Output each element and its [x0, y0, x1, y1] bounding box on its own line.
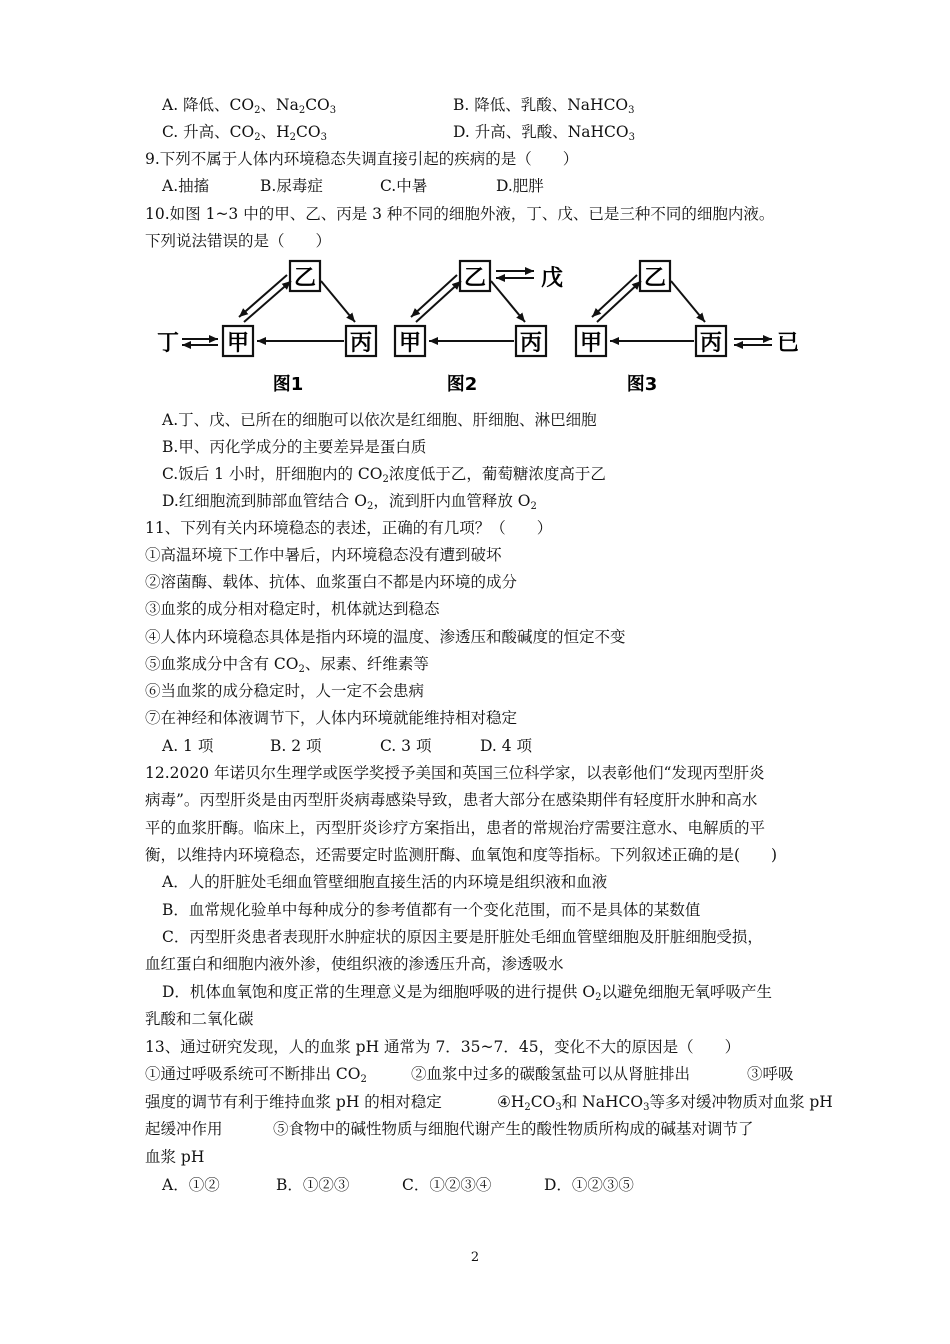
q12-option-d-line1[interactable]: D．机体血氧饱和度正常的生理意义是为细胞呼吸的进行提供 $O_2$以避免细胞无氧呼吸产生	[162, 983, 772, 1003]
q11-stem: 11、下列有关内环境稳态的表述，正确的有几项？（ ）	[145, 519, 553, 537]
fig1-label-ding: 丁	[156, 331, 180, 356]
fig1-arrow-jia-yi	[244, 281, 291, 322]
q13-options	[162, 1174, 634, 1196]
fig2-arrow-yi-jia	[411, 275, 457, 317]
q11-option-b[interactable]: B. 2 项	[270, 737, 322, 755]
q9-option-b[interactable]: B.尿毒症	[260, 177, 323, 195]
q12-stem-line2: 病毒”。丙型肝炎是由丙型肝炎病毒感染导致，患者大部分在感染期伴有轻度肝水肿和高水	[145, 791, 758, 809]
fig1-arrow-yi-bing	[321, 281, 355, 322]
q10-option-b[interactable]: B.甲、丙化学成分的主要差异是蛋白质	[162, 438, 427, 456]
q11-options	[162, 735, 532, 757]
q8-option-c[interactable]: C. 升高、$CO_2$、$H_2CO_3$	[162, 123, 327, 143]
fig3-caption: 图3	[626, 374, 658, 395]
fig3-label-ji: 已	[776, 331, 800, 356]
fig1-label-bing: 丙	[349, 331, 373, 356]
q12-stem-line1: 12.2020 年诺贝尔生理学或医学奖授予美国和英国三位科学家，以表彰他们“发现丙型肝炎	[145, 764, 765, 782]
fig2-arrow-yi-bing	[491, 281, 525, 322]
q12-stem-line3: 平的血浆肝酶。临床上，丙型肝炎诊疗方案指出，患者的常规治疗需要注意水、电解质的平	[145, 819, 766, 837]
fig1-label-jia: 甲	[226, 331, 250, 356]
q10-option-d[interactable]: D.红细胞流到肺部血管结合 $O_2$，流到肝内血管释放 $O_2$	[162, 492, 537, 512]
fig2-caption: 图2	[446, 374, 478, 395]
fig3-arrow-yi-jia	[592, 275, 637, 317]
q10-stem-line1: 10.如图 1~3 中的甲、乙、丙是 3 种不同的细胞外液，丁、戊、已是三种不同的细胞内液。	[145, 205, 775, 223]
page-number: 2	[470, 1250, 480, 1265]
q12-option-c-line2[interactable]: 血红蛋白和细胞内液外渗，使组织液的渗透压升高，渗透吸水	[145, 955, 564, 973]
fig2-label-wu: 戊	[540, 266, 564, 291]
q13-line2: 强度的调节有利于维持血浆 pH 的相对稳定 $④H_2CO_3$和 NaHCO$_3$等多对缓冲物质对血浆 pH	[145, 1093, 833, 1113]
fig1-label-yi: 乙	[293, 266, 317, 291]
q11-option-c[interactable]: C. 3 项	[380, 737, 432, 755]
q11-option-a[interactable]: A. 1 项	[162, 737, 214, 755]
q11-item-5: ⑤血浆成分中含有 $CO_2$、尿素、纤维素等	[145, 655, 429, 675]
q13-option-c[interactable]: C．①②③④	[402, 1176, 492, 1194]
q11-item-1: ①高温环境下工作中暑后，内环境稳态没有遭到破坏	[145, 546, 502, 564]
q9-options	[162, 175, 544, 197]
q11-item-7: ⑦在神经和体液调节下，人体内环境就能维持相对稳定	[145, 709, 518, 727]
q10-figure	[150, 248, 810, 398]
fig3-label-bing: 丙	[699, 331, 723, 356]
q8-option-b[interactable]: B. 降低、乳酸、NaHCO$_3$	[453, 96, 635, 116]
q8-option-a[interactable]: A. 降低、$CO_2$、$Na_2CO_3$	[162, 96, 337, 116]
figure-3	[576, 261, 799, 395]
q12-stem-line4: 衡，以维持内环境稳态，还需要定时监测肝酶、血氧饱和度等指标。下列叙述正确的是( )	[145, 846, 778, 864]
q9-option-a[interactable]: A.抽搐	[162, 177, 210, 195]
figure-1	[157, 261, 376, 395]
fig1-arrow-yi-jia	[239, 275, 287, 317]
q9-option-d[interactable]: D.肥胖	[496, 177, 544, 195]
fig2-label-bing: 丙	[519, 331, 543, 356]
q11-item-4: ④人体内环境稳态具体是指内环境的温度、渗透压和酸碱度的恒定不变	[145, 628, 626, 646]
q10-option-c[interactable]: C.饭后 1 小时，肝细胞内的 $CO_2$浓度低于乙，葡萄糖浓度高于乙	[162, 465, 606, 485]
fig3-label-jia: 甲	[579, 331, 603, 356]
q9-option-c[interactable]: C.中暑	[380, 177, 428, 195]
q9-stem: 9.下列不属于人体内环境稳态失调直接引起的疾病的是（ ）	[145, 150, 579, 168]
q10-option-a[interactable]: A.丁、戊、已所在的细胞可以依次是红细胞、肝细胞、淋巴细胞	[162, 411, 597, 429]
q13-option-b[interactable]: B．①②③	[276, 1176, 350, 1194]
fig3-arrow-yi-bing	[671, 281, 705, 322]
figure-2	[395, 261, 563, 395]
q13-option-d[interactable]: D．①②③⑤	[544, 1176, 634, 1194]
fig2-label-yi: 乙	[463, 266, 487, 291]
fig2-arrow-jia-yi	[416, 281, 461, 322]
fig3-label-yi: 乙	[643, 266, 667, 291]
q11-option-d[interactable]: D. 4 项	[480, 737, 533, 755]
q13-line3: 起缓冲作用 ⑤食物中的碱性物质与细胞代谢产生的酸性物质所构成的碱基对调节了	[145, 1120, 754, 1138]
q13-line4: 血浆 pH	[145, 1148, 205, 1166]
q10-stem-line2: 下列说法错误的是（ ）	[145, 232, 332, 250]
q11-item-2: ②溶菌酶、载体、抗体、血浆蛋白不都是内环境的成分	[145, 573, 518, 591]
fig2-label-jia: 甲	[398, 331, 422, 356]
q12-option-a[interactable]: A．人的肝脏处毛细血管壁细胞直接生活的内环境是组织液和血液	[162, 873, 608, 891]
q8-option-d[interactable]: D. 升高、乳酸、NaHCO$_3$	[453, 123, 635, 143]
fig1-caption: 图1	[272, 374, 304, 395]
q13-stem: 13、通过研究发现，人的血浆 pH 通常为 7．35~7．45，变化不大的原因是（ ）	[145, 1038, 741, 1056]
q13-line1: ①通过呼吸系统可不断排出 $CO_2$ ②血浆中过多的碳酸氢盐可以从肾脏排出 ③呼吸	[145, 1065, 794, 1085]
q12-option-b[interactable]: B．血常规化验单中每种成分的参考值都有一个变化范围，而不是具体的某数值	[162, 901, 701, 919]
q12-option-c-line1[interactable]: C．丙型肝炎患者表现肝水肿症状的原因主要是肝脏处毛细血管壁细胞及肝脏细胞受损，	[162, 928, 763, 946]
fig3-arrow-jia-yi	[597, 281, 641, 322]
q11-item-6: ⑥当血浆的成分稳定时，人一定不会患病	[145, 682, 425, 700]
q11-item-3: ③血浆的成分相对稳定时，机体就达到稳态	[145, 600, 440, 618]
q12-option-d-line2[interactable]: 乳酸和二氧化碳	[145, 1010, 254, 1028]
q13-option-a[interactable]: A．①②	[162, 1176, 220, 1194]
